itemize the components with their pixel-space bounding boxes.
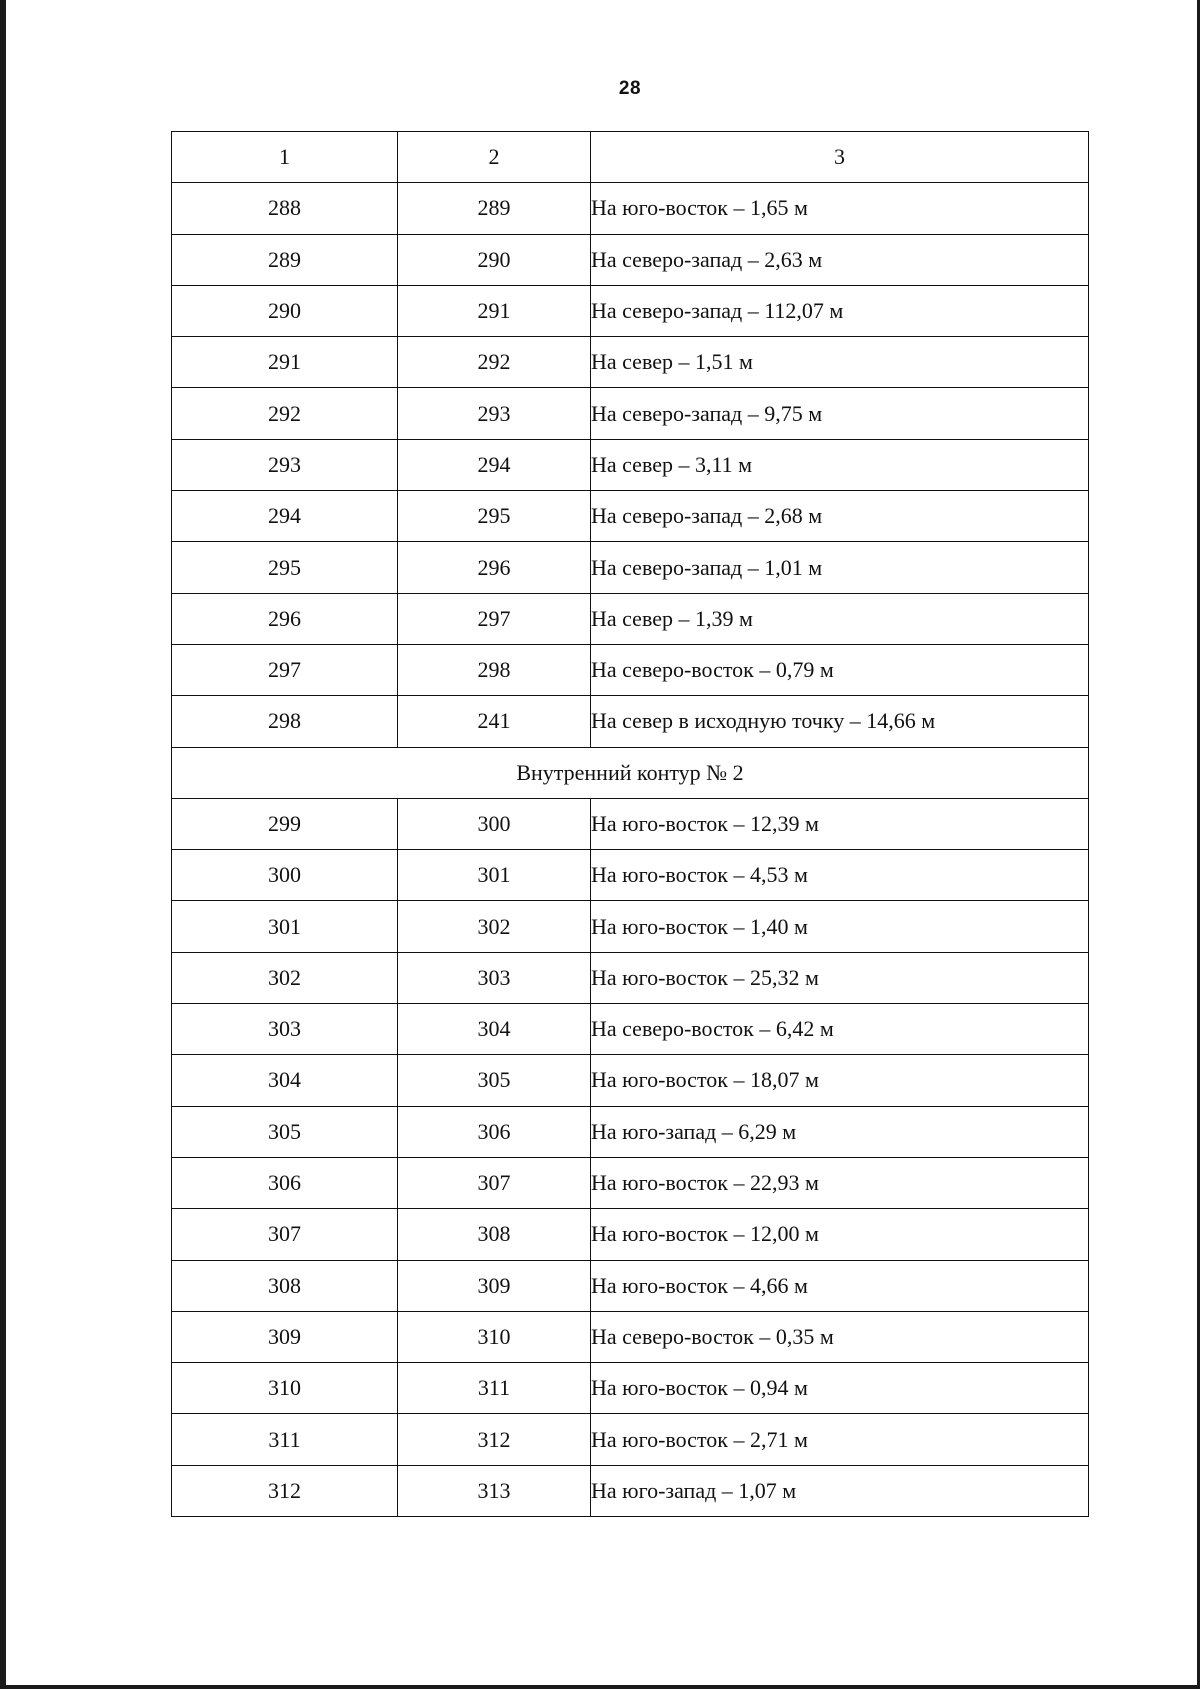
cell-from-point: 288 xyxy=(172,183,398,234)
cell-to-point: 289 xyxy=(398,183,591,234)
cell-description: На юго-восток – 2,71 м xyxy=(591,1414,1089,1465)
cell-description: На север – 1,51 м xyxy=(591,337,1089,388)
cell-from-point: 303 xyxy=(172,1004,398,1055)
header-col-1: 1 xyxy=(172,132,398,183)
header-col-2: 2 xyxy=(398,132,591,183)
cell-to-point: 301 xyxy=(398,850,591,901)
cell-to-point: 300 xyxy=(398,798,591,849)
cell-description: На северо-восток – 0,79 м xyxy=(591,644,1089,695)
cell-description: На северо-восток – 0,35 м xyxy=(591,1311,1089,1362)
table-row xyxy=(172,337,1089,388)
cell-description: На юго-восток – 0,94 м xyxy=(591,1363,1089,1414)
table-row xyxy=(172,1157,1089,1208)
cell-description: На юго-восток – 1,40 м xyxy=(591,901,1089,952)
cell-description: На северо-восток – 6,42 м xyxy=(591,1004,1089,1055)
table-body xyxy=(172,132,1089,1517)
cell-description: На юго-восток – 12,00 м xyxy=(591,1209,1089,1260)
cell-description: На юго-восток – 25,32 м xyxy=(591,952,1089,1003)
cell-to-point: 308 xyxy=(398,1209,591,1260)
cell-description: На юго-запад – 1,07 м xyxy=(591,1465,1089,1516)
cell-to-point: 307 xyxy=(398,1157,591,1208)
cell-from-point: 302 xyxy=(172,952,398,1003)
cell-to-point: 303 xyxy=(398,952,591,1003)
cell-to-point: 313 xyxy=(398,1465,591,1516)
table-row xyxy=(172,234,1089,285)
cell-from-point: 301 xyxy=(172,901,398,952)
cell-from-point: 297 xyxy=(172,644,398,695)
cell-description: На юго-восток – 1,65 м xyxy=(591,183,1089,234)
cell-description: На северо-запад – 112,07 м xyxy=(591,285,1089,336)
table-row xyxy=(172,1465,1089,1516)
table-row xyxy=(172,1414,1089,1465)
scan-edge-left xyxy=(0,0,6,1689)
table-row xyxy=(172,542,1089,593)
cell-to-point: 304 xyxy=(398,1004,591,1055)
cell-from-point: 294 xyxy=(172,491,398,542)
section-row xyxy=(172,747,1089,798)
cell-from-point: 304 xyxy=(172,1055,398,1106)
boundary-table xyxy=(171,131,1089,1517)
cell-from-point: 310 xyxy=(172,1363,398,1414)
cell-from-point: 307 xyxy=(172,1209,398,1260)
cell-from-point: 306 xyxy=(172,1157,398,1208)
cell-to-point: 241 xyxy=(398,696,591,747)
table-row xyxy=(172,183,1089,234)
cell-description: На юго-восток – 4,66 м xyxy=(591,1260,1089,1311)
cell-from-point: 289 xyxy=(172,234,398,285)
table-row xyxy=(172,1055,1089,1106)
cell-to-point: 296 xyxy=(398,542,591,593)
section-title: Внутренний контур № 2 xyxy=(172,747,1089,798)
cell-description: На юго-восток – 22,93 м xyxy=(591,1157,1089,1208)
cell-to-point: 298 xyxy=(398,644,591,695)
cell-from-point: 305 xyxy=(172,1106,398,1157)
cell-to-point: 311 xyxy=(398,1363,591,1414)
table-row xyxy=(172,798,1089,849)
cell-to-point: 292 xyxy=(398,337,591,388)
cell-from-point: 291 xyxy=(172,337,398,388)
table-row xyxy=(172,1004,1089,1055)
cell-from-point: 298 xyxy=(172,696,398,747)
cell-description: На юго-восток – 18,07 м xyxy=(591,1055,1089,1106)
cell-from-point: 290 xyxy=(172,285,398,336)
cell-description: На северо-запад – 1,01 м xyxy=(591,542,1089,593)
cell-from-point: 293 xyxy=(172,439,398,490)
table-row xyxy=(172,285,1089,336)
cell-to-point: 310 xyxy=(398,1311,591,1362)
table-row xyxy=(172,850,1089,901)
cell-description: На юго-восток – 12,39 м xyxy=(591,798,1089,849)
table-row xyxy=(172,388,1089,439)
cell-to-point: 291 xyxy=(398,285,591,336)
table-row xyxy=(172,1209,1089,1260)
cell-to-point: 294 xyxy=(398,439,591,490)
table-row xyxy=(172,696,1089,747)
table-header-row xyxy=(172,132,1089,183)
cell-to-point: 295 xyxy=(398,491,591,542)
cell-to-point: 302 xyxy=(398,901,591,952)
cell-to-point: 305 xyxy=(398,1055,591,1106)
cell-from-point: 295 xyxy=(172,542,398,593)
cell-from-point: 311 xyxy=(172,1414,398,1465)
cell-to-point: 306 xyxy=(398,1106,591,1157)
cell-from-point: 312 xyxy=(172,1465,398,1516)
table-row xyxy=(172,439,1089,490)
cell-from-point: 296 xyxy=(172,593,398,644)
cell-description: На север – 1,39 м xyxy=(591,593,1089,644)
cell-to-point: 293 xyxy=(398,388,591,439)
table-row xyxy=(172,1106,1089,1157)
cell-to-point: 297 xyxy=(398,593,591,644)
cell-from-point: 299 xyxy=(172,798,398,849)
table-row xyxy=(172,1363,1089,1414)
table-row xyxy=(172,644,1089,695)
table-row xyxy=(172,593,1089,644)
cell-description: На юго-восток – 4,53 м xyxy=(591,850,1089,901)
table-row xyxy=(172,952,1089,1003)
cell-from-point: 309 xyxy=(172,1311,398,1362)
cell-to-point: 309 xyxy=(398,1260,591,1311)
header-col-3: 3 xyxy=(591,132,1089,183)
cell-to-point: 312 xyxy=(398,1414,591,1465)
cell-description: На север в исходную точку – 14,66 м xyxy=(591,696,1089,747)
table-row xyxy=(172,1260,1089,1311)
scan-edge-bottom xyxy=(0,1685,1200,1689)
cell-description: На север – 3,11 м xyxy=(591,439,1089,490)
cell-from-point: 300 xyxy=(172,850,398,901)
table-row xyxy=(172,1311,1089,1362)
cell-from-point: 308 xyxy=(172,1260,398,1311)
table-row xyxy=(172,491,1089,542)
page-number: 28 xyxy=(618,78,642,99)
cell-to-point: 290 xyxy=(398,234,591,285)
cell-description: На северо-запад – 9,75 м xyxy=(591,388,1089,439)
cell-from-point: 292 xyxy=(172,388,398,439)
cell-description: На северо-запад – 2,68 м xyxy=(591,491,1089,542)
table-row xyxy=(172,901,1089,952)
cell-description: На юго-запад – 6,29 м xyxy=(591,1106,1089,1157)
cell-description: На северо-запад – 2,63 м xyxy=(591,234,1089,285)
